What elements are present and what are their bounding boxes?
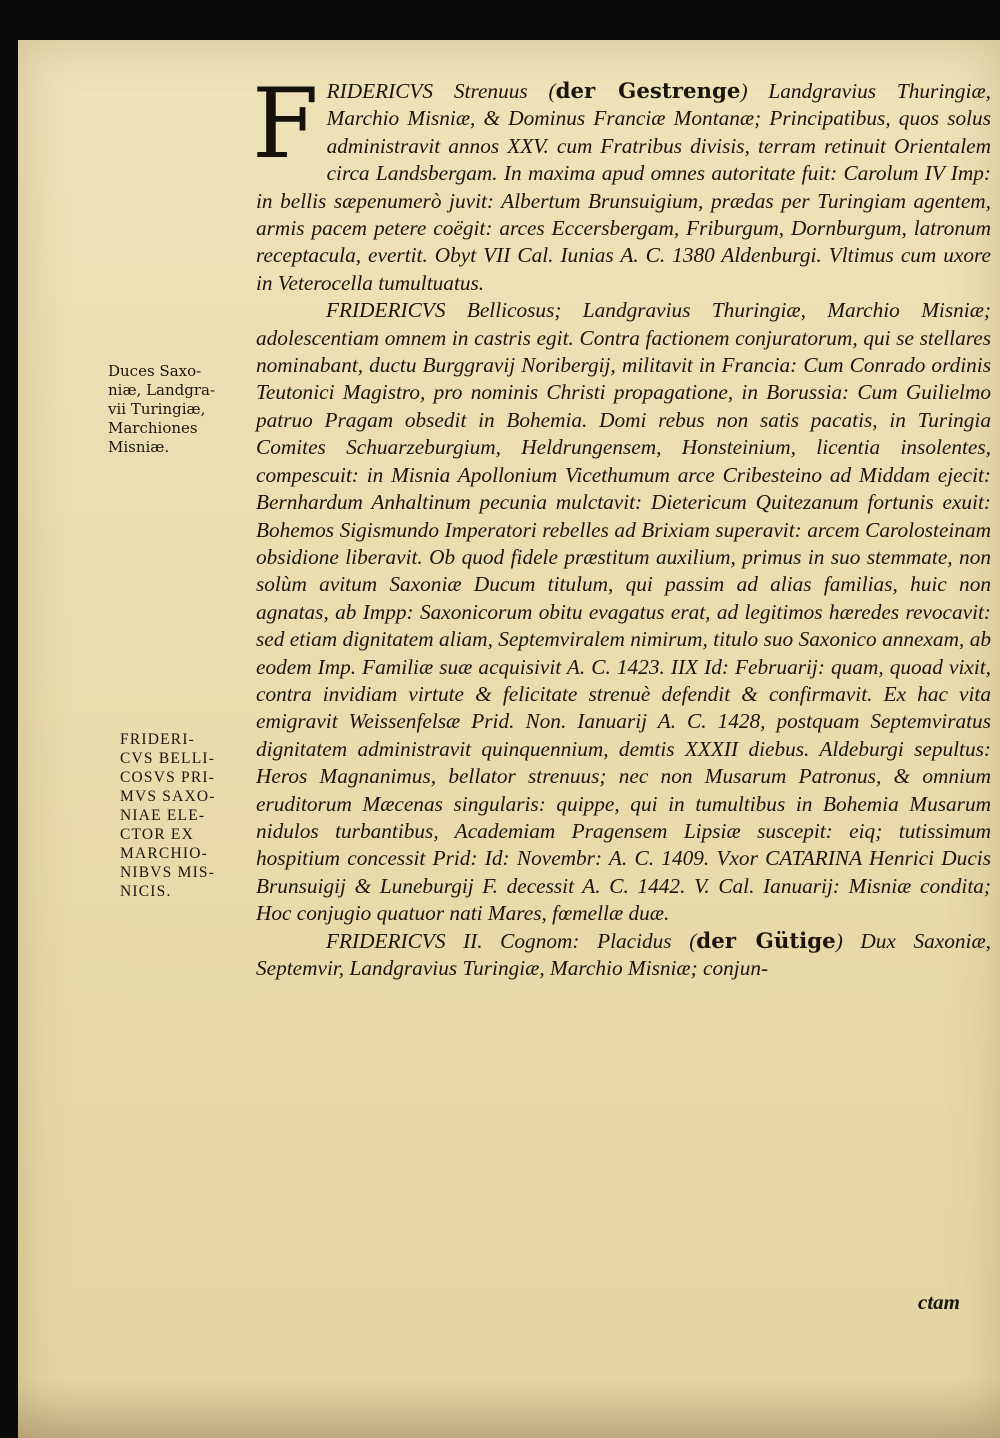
main-text-column <box>252 68 991 982</box>
margin-note-line: NIBVS MIS- <box>120 864 216 881</box>
margin-note-line: Misniæ. <box>108 438 170 456</box>
paragraph-text: FRIDERICVS II. Cognom: Placidus ( <box>326 928 697 953</box>
margin-note-duces <box>108 362 258 457</box>
blackletter-phrase: der Gütige <box>696 928 836 954</box>
margin-note-line: CTOR EX <box>120 826 194 843</box>
margin-note-line: niæ, Landgra- <box>108 381 216 399</box>
margin-note-fridericus <box>120 730 270 901</box>
margin-note-line: MVS SAXO- <box>120 788 216 805</box>
paragraph-text: RIDERICVS Strenuus ( <box>326 79 556 103</box>
margin-note-line: FRIDERI- <box>120 731 196 748</box>
margin-note-line: vii Turingiæ, <box>108 400 206 418</box>
margin-note-line: MARCHIO- <box>120 845 208 862</box>
drop-cap-letter: F <box>252 68 319 180</box>
margin-note-line: COSVS PRI- <box>120 769 216 786</box>
paragraph-text: ) Dux Saxoniæ, Septemvir, Landgravius Turingiæ, Marchio Misniæ; conjun- <box>256 928 991 980</box>
book-page <box>18 40 1000 1438</box>
margin-note-line: NIAE ELE- <box>120 807 206 824</box>
margin-note-line: Duces Saxo- <box>108 362 202 380</box>
paragraph-fridericus-ii <box>256 928 991 983</box>
margin-note-line: NICIS. <box>120 883 172 900</box>
margin-note-line: Marchiones <box>108 419 198 437</box>
paragraph-fridericus-strenuus <box>252 68 991 297</box>
paragraph-fridericus-bellicosus: FRIDERICVS Bellicosus; Landgravius Thuringiæ, Marchio Misniæ; adolescentiam omnem in castris egit. Contra factionem conjuratorum, qui se stellares nominabant, ductu Burggravij Noribergij, militavit in Francia: Cum Conrado ordinis Teutonici Magistro, pro nominis Christi propagatione, in Borussia: Cum Guilielmo patruo Pragam obsedit in Bohemia. Domi rebus non satis pacatis, in Turingia Comites Schuarzeburgium, Heldrungensem, Honsteinium, licentia insolentes, compescuit: in Misnia Apollonium Vicethumum arce Cribesteino ad Middam ejecit: Bernhardum Anhaltinum pecunia mulctavit: Dietericum Quitezanum fortunis exuit: Bohemos Sigismundo Imperatori rebelles ad Brixiam superavit: arcem Carolosteinam obsidione liberavit. Ob quod fidele præstitum auxilium, primus in suo stemmate, non solùm avitum Saxoniæ Ducum titulum, qui passim ad alias familias, huic non agnatas, ab Impp: Saxonicorum obitu evagatus erat, ad legitimos hæredes revocavit: sed etiam dignitatem aliam, Septemviralem nimirum, titulo suo Saxonico annexam, ab eodem Imp. Familiæ suæ acquisivit A. C. 1423. IIX Id: Februarij: quam, quoad vixit, contra invidiam virtute & felicitate strenuè defendit & confirmavit. Ex hac vita emigravit Weissenfelsæ Prid. Non. Ianuarij A. C. 1428, postquam Septemviratus dignitatem administravit quinquennium, demtis XXXII diebus. Aldeburgi sepultus: Heros Magnanimus, bellator strenuus; nec non Musarum Patronus, & omnium eruditorum Mæcenas singularis: quippe, qui in tumultibus in Bohemia Musarum nidulos turbantibus, Academiam Pragensem Lipsiæ suscepit: eiq; tutissimum hospitium concessit Prid: Id: Novembr: A. C. 1409. Vxor CATARINA Henrici Ducis Brunsuigij & Luneburgij F. decessit A. C. 1442. V. Cal. Ianuarij: Misniæ condita; Hoc conjugio quatuor nati Mares, fœmellæ duæ. <box>256 298 991 926</box>
paragraph-text: ) Landgravius Thuringiæ, Marchio Misniæ, & Dominus Franciæ Montanæ; Principatibus, quos solus administravit annos XXV. cum Fratribus divisis, terram retinuit Orientalem circa Landsbergam. In maxima apud omnes autoritate fuit: Carolum IV Imp: in bellis sæpenumerò juvit: Albertum Brunsuigium, prædas per Turingiam agentem, armis pacem petere coëgit: arces Eccersbergam, Friburgum, Dornburgum, latronum receptacula, evertit. Obyt VII Cal. Iunias A. C. 1380 Aldenburgi. Vltimus cum uxore in Veterocella tumultuatus. <box>256 79 991 295</box>
margin-note-line: CVS BELLI- <box>120 750 216 767</box>
catchword: ctam <box>918 1290 960 1314</box>
blackletter-phrase: der Gestrenge <box>555 79 741 104</box>
